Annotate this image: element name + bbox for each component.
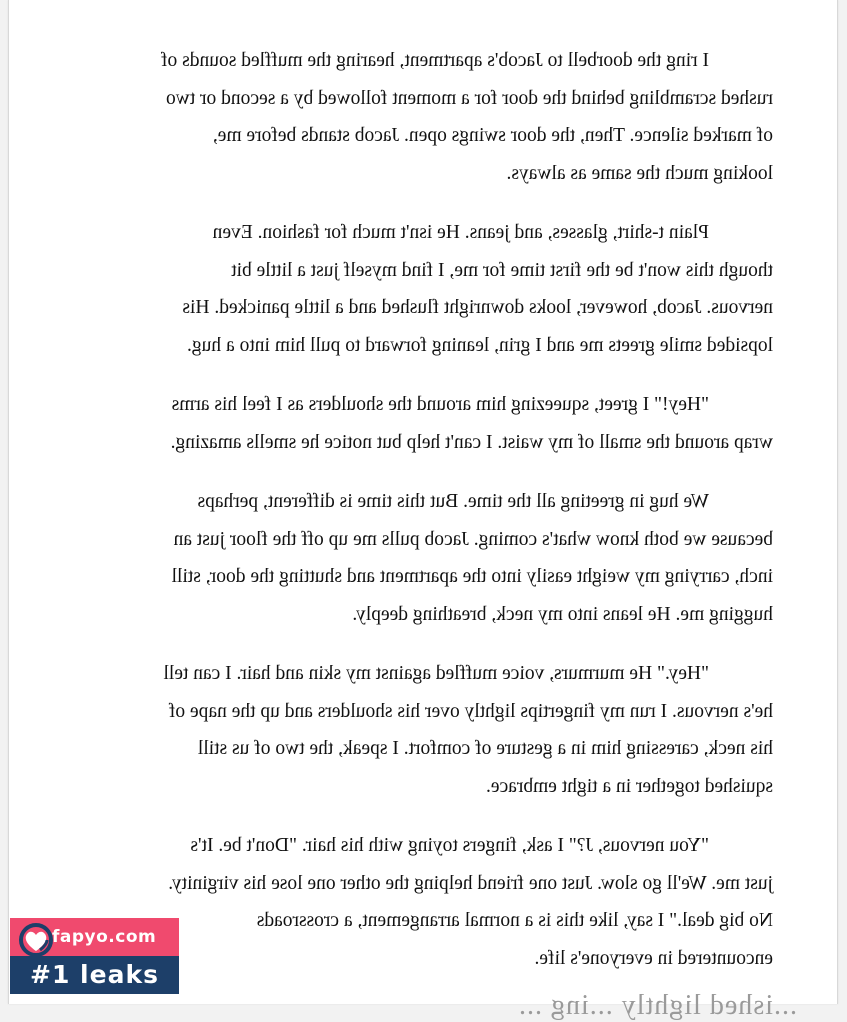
- text-line: of marked silence. Then, the door swings open. Jacob stands before me,: [212, 125, 773, 146]
- mirrored-content: [9, 0, 837, 1021]
- text-line: just me. We'll go slow. Just one friend helping the other one lose his virginity.: [168, 872, 773, 894]
- text-line: nervous. Jacob, however, looks downright flushed and a little panicked. His: [182, 297, 773, 318]
- text-line: encountered in everyone's life.: [534, 947, 773, 969]
- text-line: looking much the same as always.: [506, 162, 773, 184]
- text-line: though this won't be the first time for me, I find myself just a little bit: [231, 259, 773, 281]
- text-line: his neck, caressing him in a gesture of comfort. I speak, the two of us still: [197, 738, 773, 759]
- watermark-top-bar: [10, 918, 179, 956]
- heart-logo-icon: [16, 920, 56, 960]
- text-line: "Hey!" I greet, squeezing him around the shoulders as I feel his arms: [171, 394, 709, 415]
- text-line: I ring the doorbell to Jacob's apartment, hearing the muffled sounds of: [161, 50, 709, 71]
- watermark-tagline: #1 leaks: [10, 956, 179, 994]
- paragraph: [87, 655, 773, 805]
- watermark-site: fapyo.com: [52, 927, 157, 947]
- watermark: [10, 918, 179, 994]
- text-line: he's nervous. I run my fingertips lightly over his shoulders and up the nape of: [168, 700, 773, 722]
- document-page: [8, 0, 838, 1021]
- paragraph: [87, 42, 773, 192]
- text-line: "Hey." He murmurs, voice muffled against my skin and hair. I can tell: [163, 663, 709, 684]
- text-line: No big deal." I say, like this is a normal arrangement, a crossroads: [256, 910, 773, 931]
- text-line: We hug in greeting all the time. But this time is different, perhaps: [197, 491, 709, 512]
- paragraph: [87, 214, 773, 364]
- text-line: Plain t-shirt, glasses, and jeans. He isn't much for fashion. Even: [212, 222, 709, 243]
- paragraph: [87, 827, 773, 977]
- text-line: wrap around the small of my waist. I can't help but notice he smells amazing.: [170, 431, 773, 453]
- text-line: hugging me. He leans into my neck, breathing deeply.: [352, 603, 773, 625]
- cut-off-line: ...ished lightly ...ing ...: [518, 990, 797, 1021]
- text-line: inch, carrying my weight easily into the apartment and shutting the door, still: [171, 566, 773, 587]
- paragraph: [87, 386, 773, 461]
- text-line: squished together in a tight embrace.: [486, 775, 773, 797]
- text-line: "You nervous, J?" I ask, fingers toying with his hair. "Don't be. It's: [190, 835, 709, 856]
- text-line: because we both know what's coming. Jacob pulls me up off the floor just an: [173, 528, 773, 550]
- text-line: lopsided smile greets me and I grin, leaning forward to pull him into a hug.: [187, 334, 773, 356]
- story-text: [87, 42, 773, 999]
- paragraph: [87, 483, 773, 633]
- text-line: rushed scrambling behind the door for a moment followed by a second or two: [165, 87, 773, 109]
